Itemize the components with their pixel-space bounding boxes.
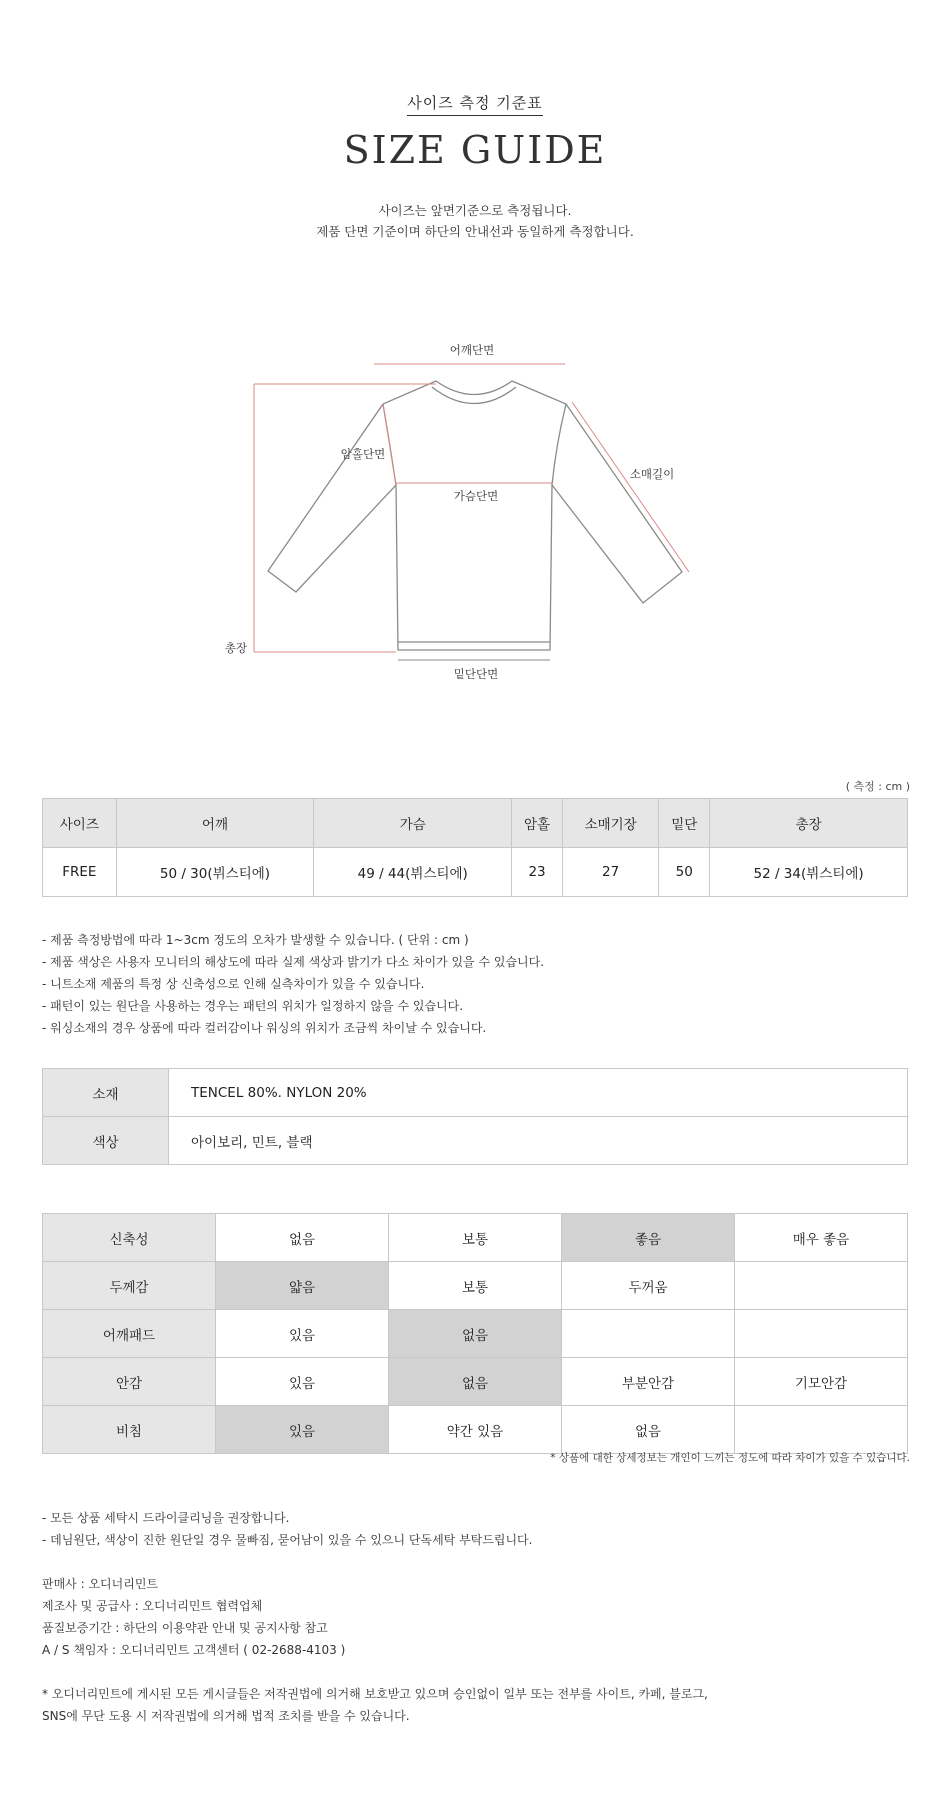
copyright-line: SNS에 무단 도용 시 저작권법에 의거해 법적 조치를 받을 수 있습니다.: [42, 1709, 410, 1723]
shoulder-label: 어깨단면: [449, 343, 495, 357]
armhole-label: 암홀단면: [340, 447, 386, 461]
note-line: - 패턴이 있는 원단을 사용하는 경우는 패턴의 위치가 일정하지 않을 수 있습니다.: [42, 999, 464, 1013]
copyright-notice: [42, 1683, 708, 1727]
feel-option: 있음: [216, 1310, 389, 1358]
feel-option: 얇음: [216, 1262, 389, 1310]
feel-option: 있음: [216, 1358, 389, 1406]
color-label: 색상: [43, 1117, 169, 1165]
feel-option: 두꺼움: [562, 1262, 735, 1310]
intro-line: 사이즈는 앞면기준으로 측정됩니다.: [378, 203, 572, 218]
note-line: - 제품 색상은 사용자 모니터의 해상도에 따라 실제 색상과 밝기가 다소 차이가 있을 수 있습니다.: [42, 955, 545, 969]
feel-label: 신축성: [43, 1214, 216, 1262]
table-row: [43, 1069, 908, 1117]
feel-option: 없음: [216, 1214, 389, 1262]
size-chart-subtitle: 사이즈 측정 기준표: [0, 92, 950, 113]
header-cell: 소매기장: [562, 799, 658, 848]
header-cell: 가슴: [314, 799, 512, 848]
seller-line: 판매사 : 오디너리민트: [42, 1577, 159, 1591]
fabric-feel-table: [42, 1213, 908, 1454]
feel-label: 안감: [43, 1358, 216, 1406]
note-line: - 제품 측정방법에 따라 1~3cm 정도의 오차가 발생할 수 있습니다. ( 단위 : cm ): [42, 933, 469, 947]
size-table: [42, 798, 908, 897]
table-row: [43, 1262, 908, 1310]
seller-info: [42, 1573, 345, 1661]
intro-line: 제품 단면 기준이며 하단의 안내선과 동일하게 측정합니다.: [316, 224, 634, 239]
note-line: - 니트소재 제품의 특정 상 신축성으로 인해 실측차이가 있을 수 있습니다.: [42, 977, 425, 991]
feel-label: 비침: [43, 1406, 216, 1454]
material-table: [42, 1068, 908, 1165]
table-row: [43, 1358, 908, 1406]
feel-option: 좋음: [562, 1214, 735, 1262]
material-value: TENCEL 80%. NYLON 20%: [169, 1069, 908, 1117]
unit-note: ( 측정 : cm ): [845, 780, 910, 793]
seller-line: 제조사 및 공급사 : 오디너리민트 협력업체: [42, 1599, 263, 1613]
table-cell: 50: [659, 848, 710, 897]
feel-option: [735, 1310, 908, 1358]
feel-label: 어깨패드: [43, 1310, 216, 1358]
table-cell: 50 / 30(뷔스티에): [116, 848, 314, 897]
seller-line: A / S 책임자 : 오디너리민트 고객센터 ( 02-2688-4103 ): [42, 1643, 346, 1657]
chest-label: 가슴단면: [453, 489, 499, 503]
feel-label: 두께감: [43, 1262, 216, 1310]
feel-option: 매우 좋음: [735, 1214, 908, 1262]
care-line: - 모든 상품 세탁시 드라이클리닝을 권장합니다.: [42, 1511, 290, 1525]
feel-option: [562, 1310, 735, 1358]
table-cell: 49 / 44(뷔스티에): [314, 848, 512, 897]
size-table-header: [43, 799, 908, 848]
sleeve-label: 소매길이: [629, 467, 675, 481]
sweater-outline-icon: [268, 381, 682, 650]
header-cell: 암홀: [512, 799, 563, 848]
care-line: - 데님원단, 색상이 진한 원단일 경우 물빠짐, 묻어남이 있을 수 있으니 단독세탁 부탁드립니다.: [42, 1533, 533, 1547]
feel-option: 없음: [562, 1406, 735, 1454]
table-cell: 52 / 34(뷔스티에): [710, 848, 908, 897]
intro-text: [0, 200, 950, 242]
feel-option: 보통: [389, 1262, 562, 1310]
header-cell: 총장: [710, 799, 908, 848]
feel-note: * 상품에 대한 상세정보는 개인이 느끼는 정도에 따라 차이가 있을 수 있습니다.: [550, 1452, 910, 1464]
garment-measurement-diagram: [0, 330, 950, 690]
table-cell: FREE: [43, 848, 117, 897]
note-line: - 워싱소재의 경우 상품에 따라 컬러감이나 워싱의 위치가 조금씩 차이날 수 있습니다.: [42, 1021, 487, 1035]
header-cell: 어깨: [116, 799, 314, 848]
header-cell: 사이즈: [43, 799, 117, 848]
measurement-notes: [42, 929, 544, 1039]
table-row: [43, 1406, 908, 1454]
feel-option: 보통: [389, 1214, 562, 1262]
color-value: 아이보리, 민트, 블랙: [169, 1117, 908, 1165]
feel-option: 없음: [389, 1358, 562, 1406]
feel-option: 없음: [389, 1310, 562, 1358]
hem-label: 밑단단면: [453, 667, 499, 681]
feel-option: 기모안감: [735, 1358, 908, 1406]
material-label: 소재: [43, 1069, 169, 1117]
feel-option: 있음: [216, 1406, 389, 1454]
header-cell: 밑단: [659, 799, 710, 848]
table-row: [43, 1117, 908, 1165]
care-notes: [42, 1507, 532, 1551]
page-title: SIZE GUIDE: [343, 128, 607, 172]
seller-line: 품질보증기간 : 하단의 이용약관 안내 및 공지사항 참고: [42, 1621, 328, 1635]
feel-option: [735, 1262, 908, 1310]
table-row: [43, 1214, 908, 1262]
feel-option: [735, 1406, 908, 1454]
measurement-guides: [254, 364, 689, 652]
table-row: [43, 1310, 908, 1358]
table-cell: 27: [562, 848, 658, 897]
copyright-line: * 오디너리민트에 게시된 모든 게시글들은 저작권법에 의거해 보호받고 있으며 승인없이 일부 또는 전부를 사이트, 카페, 블로그,: [42, 1687, 708, 1701]
length-label: 총장: [224, 641, 248, 655]
table-cell: 23: [512, 848, 563, 897]
table-row: [43, 848, 908, 897]
feel-option: 부분안감: [562, 1358, 735, 1406]
feel-option: 약간 있음: [389, 1406, 562, 1454]
